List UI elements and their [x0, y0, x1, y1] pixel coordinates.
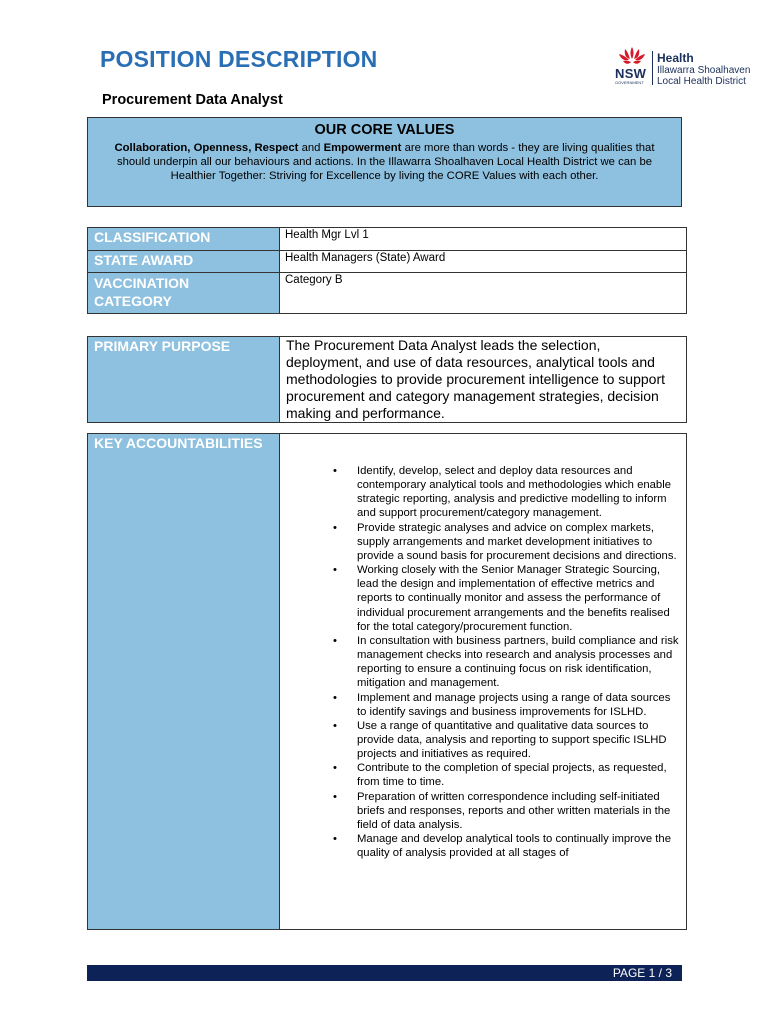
core-values-empowerment: Empowerment	[323, 142, 402, 154]
primary-purpose-label: PRIMARY PURPOSE	[88, 337, 280, 423]
key-accountabilities-table	[87, 433, 687, 930]
primary-purpose-text: The Procurement Data Analyst leads the selection, deployment, and use of data resources, analytical tools and methodologies to provide procurement intelligence to support procurement and category management strategies, decision making and performance.	[280, 337, 687, 423]
page-number: PAGE 1 / 3	[612, 966, 672, 980]
list-item: • Identify, develop, select and deploy data resources and contemporary analytical tools and methodologies which enable strategic reporting, analysis and predictive modelling to inform and support procurement/category management.	[333, 465, 671, 520]
classification-label: CLASSIFICATION	[88, 228, 280, 251]
list-item: • Implement and manage projects using a range of data sources to identify savings and business improvements for ISLHD.	[333, 691, 671, 718]
core-values-text	[106, 141, 663, 183]
primary-purpose-row	[88, 337, 687, 423]
details-table	[87, 227, 687, 314]
vaccination-category-label: VACCINATION CATEGORY	[88, 273, 280, 314]
vaccination-category-value: Category B	[280, 273, 687, 314]
logo-district-line1: Illawarra Shoalhaven	[657, 65, 751, 76]
key-accountabilities-row	[88, 434, 687, 930]
core-values-description: are more than words - they are living qualities that should underpin all our behaviours and actions. In the Illawarra Shoalhaven Local Health District we can be Healthier Together: Striving for Excellence by living the CORE Values with each other.	[116, 142, 655, 182]
classification-value: Health Mgr Lvl 1	[280, 228, 687, 251]
list-item: • Working closely with the Senior Manager Strategic Sourcing, lead the design and implementation of effective metrics and reports to continually monitor and assess the performance of individual procurement arrangements and the benefits realised for the total category/procurement function.	[333, 564, 670, 633]
list-item: • Use a range of quantitative and qualitative data sources to provide data, analysis and reporting to support specific ISLHD projects and initiatives as required.	[333, 719, 667, 761]
state-award-label: STATE AWARD	[88, 251, 280, 273]
government-wordmark: GOVERNMENT	[615, 80, 644, 85]
logo-divider	[652, 51, 653, 85]
list-item: • Contribute to the completion of special projects, as requested, from time to time.	[333, 762, 667, 789]
page-title: POSITION DESCRIPTION	[100, 46, 378, 72]
core-values-and: and	[301, 142, 321, 154]
position-title: Procurement Data Analyst	[102, 92, 283, 108]
accountabilities-list	[333, 464, 682, 860]
core-values-box	[87, 117, 682, 207]
primary-purpose-table	[87, 336, 687, 423]
state-award-value: Health Managers (State) Award	[280, 251, 687, 273]
nsw-health-logo	[612, 45, 762, 87]
key-accountabilities-content	[280, 434, 687, 930]
core-values-list: Collaboration, Openness, Respect	[114, 142, 299, 154]
core-values-heading: OUR CORE VALUES	[314, 122, 455, 138]
key-accountabilities-label: KEY ACCOUNTABILITIES	[88, 434, 280, 930]
page-footer	[87, 965, 682, 981]
logo-health-text: Health	[657, 51, 694, 65]
list-item: • Preparation of written correspondence including self-initiated briefs and responses, reports and other written materials in the field of data analysis.	[333, 790, 671, 831]
list-item: • In consultation with business partners, build compliance and risk management checks into research and analysis processes and reporting to ensure a continuing focus on risk identification, mitigation and management.	[333, 634, 679, 690]
list-item: • Manage and develop analytical tools to continually improve the quality of analysis provided at all stages of	[333, 833, 671, 860]
list-item: • Provide strategic analyses and advice on complex markets, supply arrangements and market development initiatives to provide a sound basis for procurement decisions and directions.	[333, 521, 677, 562]
logo-district-line2: Local Health District	[657, 76, 746, 87]
vaccination-row	[88, 273, 687, 314]
nsw-wordmark: NSW	[615, 66, 647, 81]
state-award-row	[88, 251, 687, 273]
classification-row	[88, 228, 687, 251]
